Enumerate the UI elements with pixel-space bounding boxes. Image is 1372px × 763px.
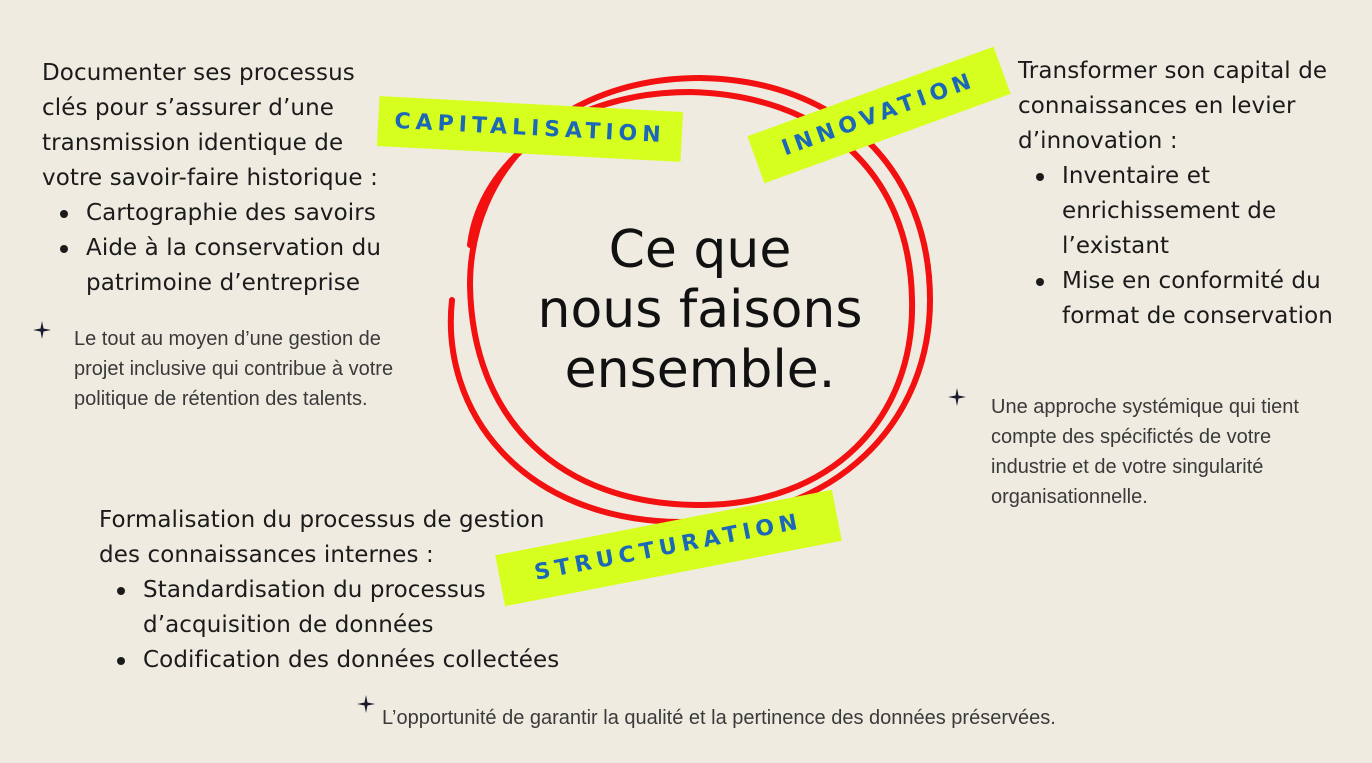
center-title-line-2: nous faisons	[537, 280, 863, 340]
list-item: Standardisation du processus d’acquisition de données	[99, 573, 513, 643]
center-title-line-1: Ce que	[608, 220, 792, 280]
innovation-section	[1018, 54, 1338, 334]
structuration-list	[99, 573, 569, 678]
capitalisation-list	[42, 196, 402, 301]
structuration-intro: Formalisation du processus de gestion des connaissances internes :	[99, 507, 545, 568]
center-title-line-3: ensemble.	[564, 340, 836, 400]
capitalisation-note: Le tout au moyen d’une gestion de projet inclusive qui contribue à votre politique de rétention des talents.	[74, 328, 394, 410]
sparkle-icon	[948, 388, 966, 406]
sparkle-icon	[357, 695, 375, 713]
list-item: Codification des données collectées	[99, 643, 569, 678]
capitalisation-tag: CAPITALISATION	[377, 96, 683, 162]
structuration-note: L’opportunité de garantir la qualité et la pertinence des données préservées.	[382, 707, 1056, 729]
capitalisation-intro: Documenter ses processus clés pour s’assurer d’une transmission identique de votre savoir-faire historique :	[42, 60, 378, 191]
sparkle-icon	[33, 321, 51, 339]
capitalisation-section	[42, 56, 402, 301]
innovation-tag: INNOVATION	[747, 47, 1010, 184]
innovation-list	[1018, 159, 1338, 334]
structuration-section	[99, 503, 569, 678]
center-title	[520, 220, 880, 400]
innovation-intro: Transformer son capital de connaissances en levier d’innovation :	[1018, 58, 1328, 154]
list-item: Mise en conformité du format de conservation	[1018, 264, 1338, 334]
list-item: Inventaire et enrichissement de l’existant	[1018, 159, 1338, 264]
structuration-tag: STRUCTURATION	[495, 490, 842, 606]
list-item: Cartographie des savoirs	[42, 196, 402, 231]
list-item: Aide à la conservation du patrimoine d’entreprise	[42, 231, 402, 301]
innovation-note: Une approche systémique qui tient compte des spécifictés de votre industrie et de votre singularité organisationnelle.	[991, 396, 1299, 508]
